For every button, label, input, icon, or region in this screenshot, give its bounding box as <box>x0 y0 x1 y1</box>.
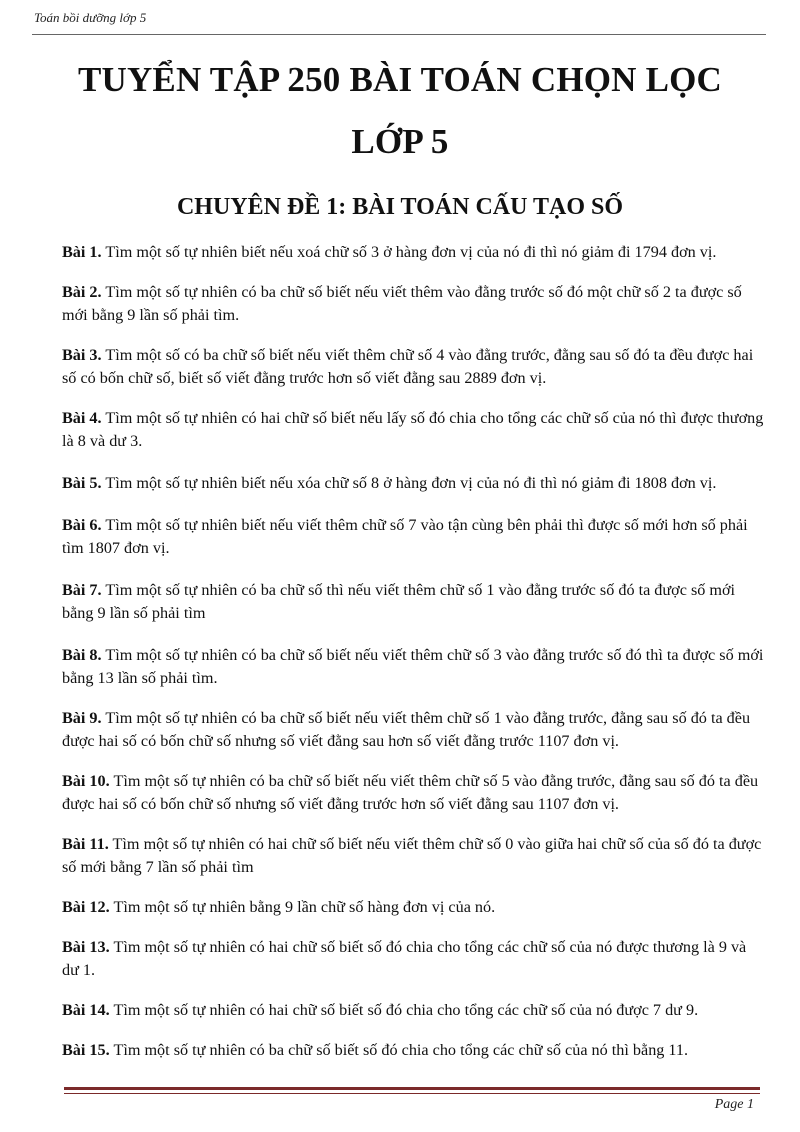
problem-text: Tìm một số có ba chữ số biết nếu viết thêm chữ số 4 vào đằng trước, đằng sau số đó ta đều được hai số có bốn chữ số, biết số viết đằng trước hơn số viết đằng sau 2889 đơn vị. <box>62 346 754 387</box>
running-header: Toán bồi dưỡng lớp 5 <box>34 10 147 25</box>
problem-item <box>62 579 764 625</box>
problem-label: Bài 2. <box>62 283 102 301</box>
problem-text: Tìm một số tự nhiên có ba chữ số thì nếu viết thêm chữ số 1 vào đằng trước số đó ta được số mới bằng 9 lần số phải tìm <box>62 581 736 622</box>
problem-text: Tìm một số tự nhiên biết nếu xoá chữ số 3 ở hàng đơn vị của nó đi thì nó giảm đi 1794 đơn vị. <box>105 243 717 261</box>
problem-text: Tìm một số tự nhiên có ba chữ số biết số đó chia cho tổng các chữ số của nó thì bằng 11. <box>113 1041 689 1059</box>
problem-label: Bài 8. <box>62 646 102 664</box>
problem-text: Tìm một số tự nhiên có ba chữ số biết nếu viết thêm chữ số 5 vào đằng trước, đằng sau số đó ta đều được hai số có bốn chữ số nhưng số viết đằng trước hơn số viết đằng sau 1107 đơn vị. <box>62 772 759 813</box>
problem-label: Bài 10. <box>62 772 110 790</box>
problem-item <box>62 833 764 879</box>
footer-divider-thin <box>64 1093 760 1094</box>
problem-item <box>62 770 764 816</box>
page-number: Page 1 <box>714 1097 754 1112</box>
problem-item <box>62 644 764 690</box>
problem-label: Bài 14. <box>62 1001 110 1019</box>
problem-text: Tìm một số tự nhiên có ba chữ số biết nếu viết thêm chữ số 1 vào đằng trước, đằng sau số đó ta đều được hai số có bốn chữ số nhưng số viết đằng sau hơn số viết đằng trước 1107 đơn vị. <box>62 709 751 750</box>
problem-label: Bài 4. <box>62 409 102 427</box>
problem-label: Bài 5. <box>62 474 102 492</box>
problem-item <box>62 999 764 1022</box>
section-title: CHUYÊN ĐỀ 1: BÀI TOÁN CẤU TẠO SỐ <box>176 194 624 220</box>
header-divider <box>32 34 766 35</box>
document-subtitle: LỚP 5 <box>351 122 449 161</box>
problem-item <box>62 936 764 982</box>
document-title: TUYỂN TẬP 250 BÀI TOÁN CHỌN LỌC <box>77 60 723 99</box>
problem-list <box>62 241 764 1062</box>
problem-text: Tìm một số tự nhiên biết nếu xóa chữ số 8 ở hàng đơn vị của nó đi thì nó giảm đi 1808 đơn vị. <box>105 474 717 492</box>
problem-item <box>62 707 764 753</box>
problem-text: Tìm một số tự nhiên có hai chữ số biết số đó chia cho tổng các chữ số của nó được thương là 9 và dư 1. <box>62 938 747 979</box>
problem-label: Bài 12. <box>62 898 110 916</box>
problem-item <box>62 514 764 560</box>
problem-item <box>62 281 764 327</box>
problem-text: Tìm một số tự nhiên có hai chữ số biết nếu lấy số đó chia cho tổng các chữ số của nó thì được thương là 8 và dư 3. <box>62 409 764 450</box>
footer-divider-thick <box>64 1087 760 1090</box>
problem-item <box>62 241 764 264</box>
problem-label: Bài 7. <box>62 581 102 599</box>
problem-text: Tìm một số tự nhiên biết nếu viết thêm chữ số 7 vào tận cùng bên phải thì được số mới hơn số phải tìm 1807 đơn vị. <box>62 516 748 557</box>
problem-text: Tìm một số tự nhiên có hai chữ số biết số đó chia cho tổng các chữ số của nó được 7 dư 9. <box>113 1001 699 1019</box>
problem-item <box>62 1039 764 1062</box>
problem-text: Tìm một số tự nhiên có ba chữ số biết nếu viết thêm chữ số 3 vào đằng trước số đó thì ta được số mới bằng 13 lần số phải tìm. <box>62 646 764 687</box>
problem-label: Bài 6. <box>62 516 102 534</box>
problem-label: Bài 13. <box>62 938 110 956</box>
problem-text: Tìm một số tự nhiên bằng 9 lần chữ số hàng đơn vị của nó. <box>113 898 496 916</box>
problem-label: Bài 3. <box>62 346 102 364</box>
problem-item <box>62 407 764 453</box>
problem-label: Bài 15. <box>62 1041 110 1059</box>
problem-label: Bài 1. <box>62 243 102 261</box>
problem-item <box>62 896 764 919</box>
problem-label: Bài 11. <box>62 835 109 853</box>
problem-text: Tìm một số tự nhiên có ba chữ số biết nếu viết thêm vào đằng trước số đó một chữ số 2 ta được số mới bằng 9 lần số phải tìm. <box>62 283 742 324</box>
problem-item <box>62 472 764 495</box>
problem-label: Bài 9. <box>62 709 102 727</box>
problem-item <box>62 344 764 390</box>
problem-text: Tìm một số tự nhiên có hai chữ số biết nếu viết thêm chữ số 0 vào giữa hai chữ số của số đó ta được số mới bằng 7 lần số phải tìm <box>62 835 762 876</box>
